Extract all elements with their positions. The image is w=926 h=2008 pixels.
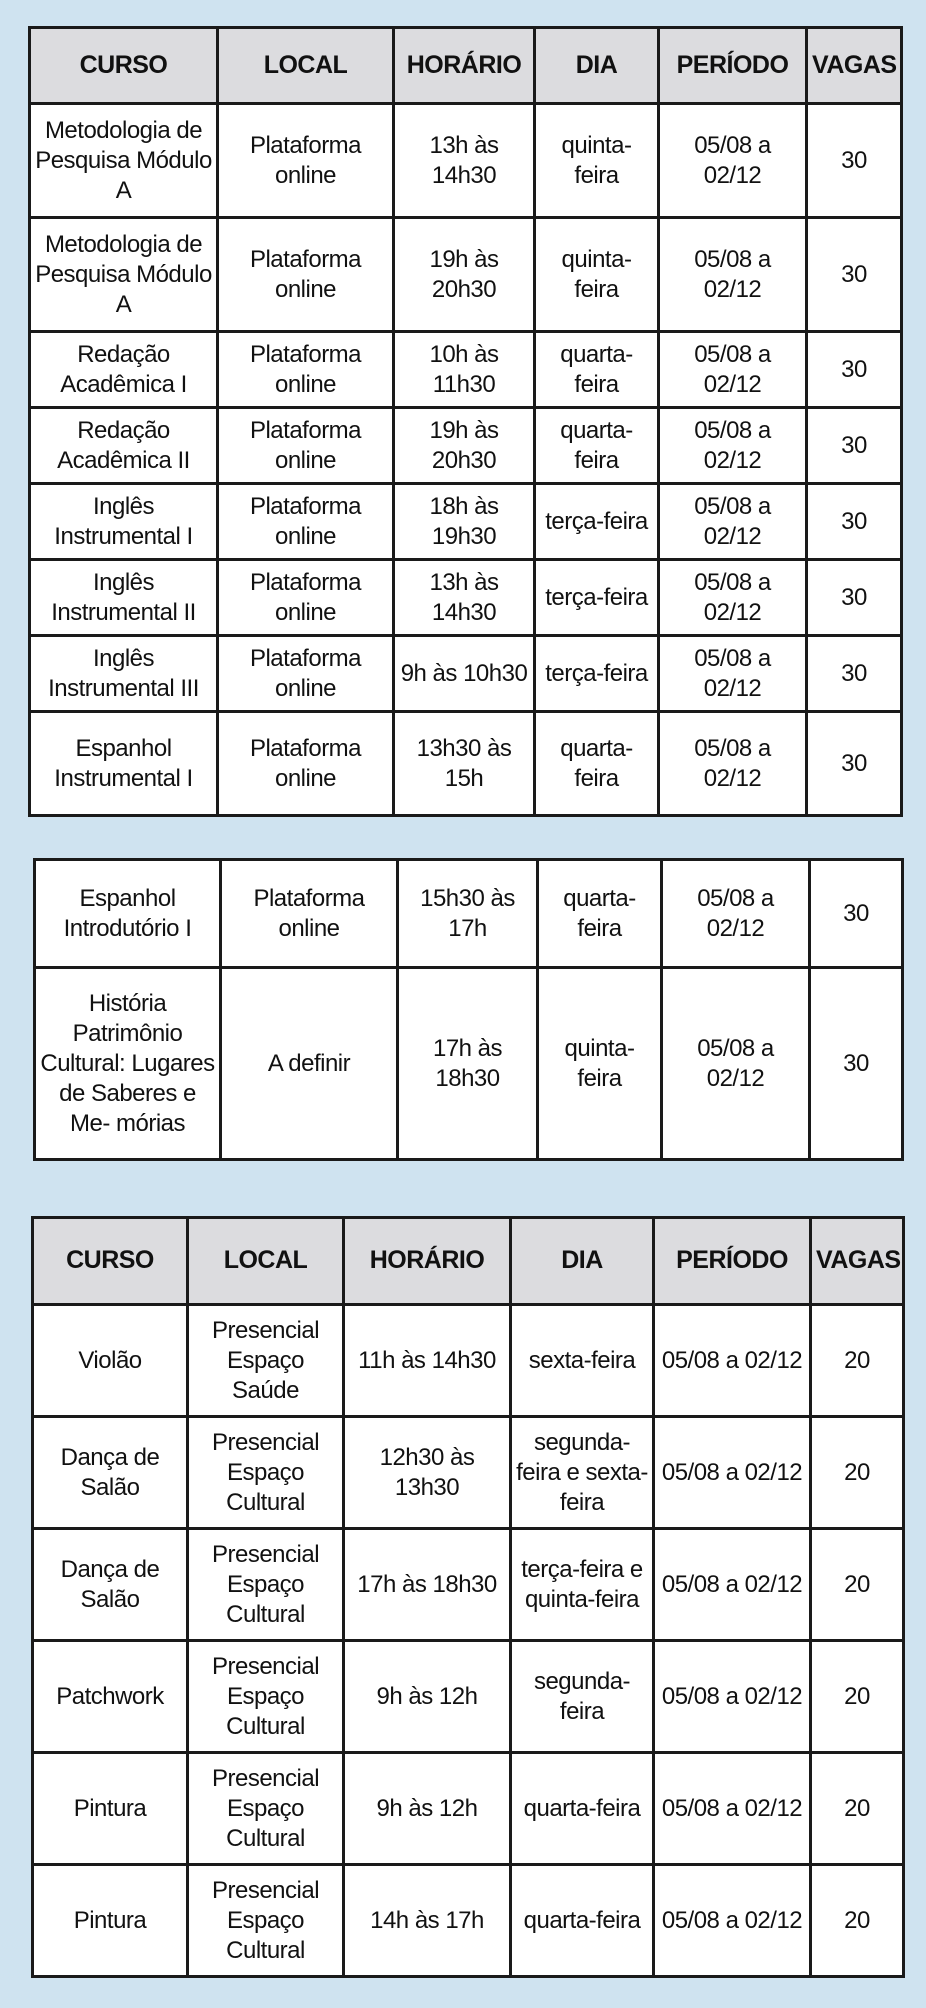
period-cell: 05/08 a 02/12 xyxy=(659,712,807,816)
table-row xyxy=(35,860,903,968)
period-cell: 05/08 a 02/12 xyxy=(659,484,807,560)
header-vagas: VAGAS xyxy=(807,28,902,104)
location-cell: Presencial Espaço Cultural xyxy=(188,1417,344,1529)
vacancies-cell: 20 xyxy=(811,1529,904,1641)
period-cell: 05/08 a 02/12 xyxy=(654,1753,811,1865)
location-cell: Presencial Espaço Cultural xyxy=(188,1529,344,1641)
location-cell: A definir xyxy=(221,968,398,1160)
course-name-cell: Dança de Salão xyxy=(33,1529,188,1641)
period-cell: 05/08 a 02/12 xyxy=(654,1865,811,1977)
course-name-cell: Inglês Instrumental I xyxy=(30,484,218,560)
schedule-cell: 15h30 às 17h xyxy=(398,860,538,968)
table-row xyxy=(33,1529,904,1641)
course-name-cell: Pintura xyxy=(33,1865,188,1977)
table-header-row xyxy=(30,28,902,104)
location-cell: Plataforma online xyxy=(218,218,394,332)
weekday-cell: quinta-feira xyxy=(535,104,659,218)
vacancies-cell: 30 xyxy=(807,408,902,484)
location-cell: Presencial Espaço Saúde xyxy=(188,1305,344,1417)
schedule-cell: 13h às 14h30 xyxy=(394,560,535,636)
table-row xyxy=(30,484,902,560)
schedule-cell: 14h às 17h xyxy=(344,1865,511,1977)
vacancies-cell: 20 xyxy=(811,1641,904,1753)
weekday-cell: terça-feira xyxy=(535,560,659,636)
header-periodo: PERÍODO xyxy=(654,1218,811,1305)
vacancies-cell: 20 xyxy=(811,1865,904,1977)
weekday-cell: quarta-feira xyxy=(538,860,662,968)
schedule-cell: 12h30 às 13h30 xyxy=(344,1417,511,1529)
vacancies-cell: 30 xyxy=(807,560,902,636)
header-vagas: VAGAS xyxy=(811,1218,904,1305)
table-row xyxy=(35,968,903,1160)
weekday-cell: quinta-feira xyxy=(535,218,659,332)
weekday-cell: quarta-feira xyxy=(535,712,659,816)
schedule-cell: 17h às 18h30 xyxy=(344,1529,511,1641)
table-row xyxy=(33,1305,904,1417)
weekday-cell: quarta-feira xyxy=(511,1865,654,1977)
in-person-courses-body xyxy=(33,1305,904,1977)
header-horario: HORÁRIO xyxy=(344,1218,511,1305)
schedule-cell: 9h às 12h xyxy=(344,1753,511,1865)
course-name-cell: Patchwork xyxy=(33,1641,188,1753)
vacancies-cell: 30 xyxy=(807,104,902,218)
table-row xyxy=(33,1865,904,1977)
course-name-cell: Inglês Instrumental II xyxy=(30,560,218,636)
location-cell: Plataforma online xyxy=(218,712,394,816)
course-name-cell: Violão xyxy=(33,1305,188,1417)
weekday-cell: quarta-feira xyxy=(535,408,659,484)
vacancies-cell: 30 xyxy=(807,636,902,712)
table-row xyxy=(30,636,902,712)
location-cell: Presencial Espaço Cultural xyxy=(188,1865,344,1977)
schedule-cell: 11h às 14h30 xyxy=(344,1305,511,1417)
weekday-cell: segunda-feira xyxy=(511,1641,654,1753)
schedule-cell: 19h às 20h30 xyxy=(394,218,535,332)
period-cell: 05/08 a 02/12 xyxy=(659,408,807,484)
weekday-cell: quinta-feira xyxy=(538,968,662,1160)
period-cell: 05/08 a 02/12 xyxy=(659,104,807,218)
course-name-cell: Redação Acadêmica II xyxy=(30,408,218,484)
period-cell: 05/08 a 02/12 xyxy=(662,860,810,968)
header-horario: HORÁRIO xyxy=(394,28,535,104)
table-row xyxy=(30,712,902,816)
online-courses-body xyxy=(30,104,902,816)
weekday-cell: sexta-feira xyxy=(511,1305,654,1417)
schedule-cell: 13h30 às 15h xyxy=(394,712,535,816)
period-cell: 05/08 a 02/12 xyxy=(662,968,810,1160)
location-cell: Plataforma online xyxy=(218,104,394,218)
schedule-cell: 18h às 19h30 xyxy=(394,484,535,560)
header-local: LOCAL xyxy=(218,28,394,104)
course-name-cell: Inglês Instrumental III xyxy=(30,636,218,712)
location-cell: Presencial Espaço Cultural xyxy=(188,1753,344,1865)
vacancies-cell: 30 xyxy=(810,860,903,968)
schedule-cell: 10h às 11h30 xyxy=(394,332,535,408)
course-name-cell: Espanhol Introdutório I xyxy=(35,860,221,968)
period-cell: 05/08 a 02/12 xyxy=(654,1417,811,1529)
online-courses-table xyxy=(28,26,903,817)
table-header-row xyxy=(33,1218,904,1305)
period-cell: 05/08 a 02/12 xyxy=(659,332,807,408)
location-cell: Plataforma online xyxy=(218,332,394,408)
period-cell: 05/08 a 02/12 xyxy=(659,636,807,712)
table-row xyxy=(30,408,902,484)
table-row xyxy=(30,560,902,636)
location-cell: Plataforma online xyxy=(218,484,394,560)
schedule-cell: 9h às 12h xyxy=(344,1641,511,1753)
vacancies-cell: 30 xyxy=(810,968,903,1160)
weekday-cell: terça-feira xyxy=(535,636,659,712)
course-name-cell: Metodologia de Pesquisa Módulo A xyxy=(30,104,218,218)
weekday-cell: quarta-feira xyxy=(535,332,659,408)
period-cell: 05/08 a 02/12 xyxy=(654,1641,811,1753)
period-cell: 05/08 a 02/12 xyxy=(654,1529,811,1641)
table-row xyxy=(30,104,902,218)
period-cell: 05/08 a 02/12 xyxy=(659,560,807,636)
header-dia: DIA xyxy=(511,1218,654,1305)
vacancies-cell: 20 xyxy=(811,1417,904,1529)
course-name-cell: Dança de Salão xyxy=(33,1417,188,1529)
online-courses-continued-body xyxy=(35,860,903,1160)
vacancies-cell: 30 xyxy=(807,218,902,332)
vacancies-cell: 20 xyxy=(811,1753,904,1865)
vacancies-cell: 30 xyxy=(807,712,902,816)
course-name-cell: Espanhol Instrumental I xyxy=(30,712,218,816)
weekday-cell: terça-feira e quinta-feira xyxy=(511,1529,654,1641)
vacancies-cell: 30 xyxy=(807,484,902,560)
course-name-cell: Pintura xyxy=(33,1753,188,1865)
table-row xyxy=(33,1753,904,1865)
in-person-courses-table xyxy=(31,1216,905,1978)
course-name-cell: Metodologia de Pesquisa Módulo A xyxy=(30,218,218,332)
header-dia: DIA xyxy=(535,28,659,104)
table-row xyxy=(30,218,902,332)
location-cell: Plataforma online xyxy=(218,636,394,712)
weekday-cell: quarta-feira xyxy=(511,1753,654,1865)
header-local: LOCAL xyxy=(188,1218,344,1305)
table-row xyxy=(33,1417,904,1529)
table-row xyxy=(30,332,902,408)
period-cell: 05/08 a 02/12 xyxy=(659,218,807,332)
course-name-cell: História Patrimônio Cultural: Lugares de Saberes e Me- mórias xyxy=(35,968,221,1160)
schedule-cell: 19h às 20h30 xyxy=(394,408,535,484)
schedule-cell: 13h às 14h30 xyxy=(394,104,535,218)
vacancies-cell: 20 xyxy=(811,1305,904,1417)
schedule-cell: 17h às 18h30 xyxy=(398,968,538,1160)
location-cell: Plataforma online xyxy=(218,560,394,636)
header-curso: CURSO xyxy=(30,28,218,104)
location-cell: Plataforma online xyxy=(221,860,398,968)
header-periodo: PERÍODO xyxy=(659,28,807,104)
weekday-cell: terça-feira xyxy=(535,484,659,560)
online-courses-continued-table xyxy=(33,858,904,1161)
vacancies-cell: 30 xyxy=(807,332,902,408)
location-cell: Plataforma online xyxy=(218,408,394,484)
header-curso: CURSO xyxy=(33,1218,188,1305)
location-cell: Presencial Espaço Cultural xyxy=(188,1641,344,1753)
table-row xyxy=(33,1641,904,1753)
course-name-cell: Redação Acadêmica I xyxy=(30,332,218,408)
period-cell: 05/08 a 02/12 xyxy=(654,1305,811,1417)
schedule-cell: 9h às 10h30 xyxy=(394,636,535,712)
weekday-cell: segunda-feira e sexta-feira xyxy=(511,1417,654,1529)
